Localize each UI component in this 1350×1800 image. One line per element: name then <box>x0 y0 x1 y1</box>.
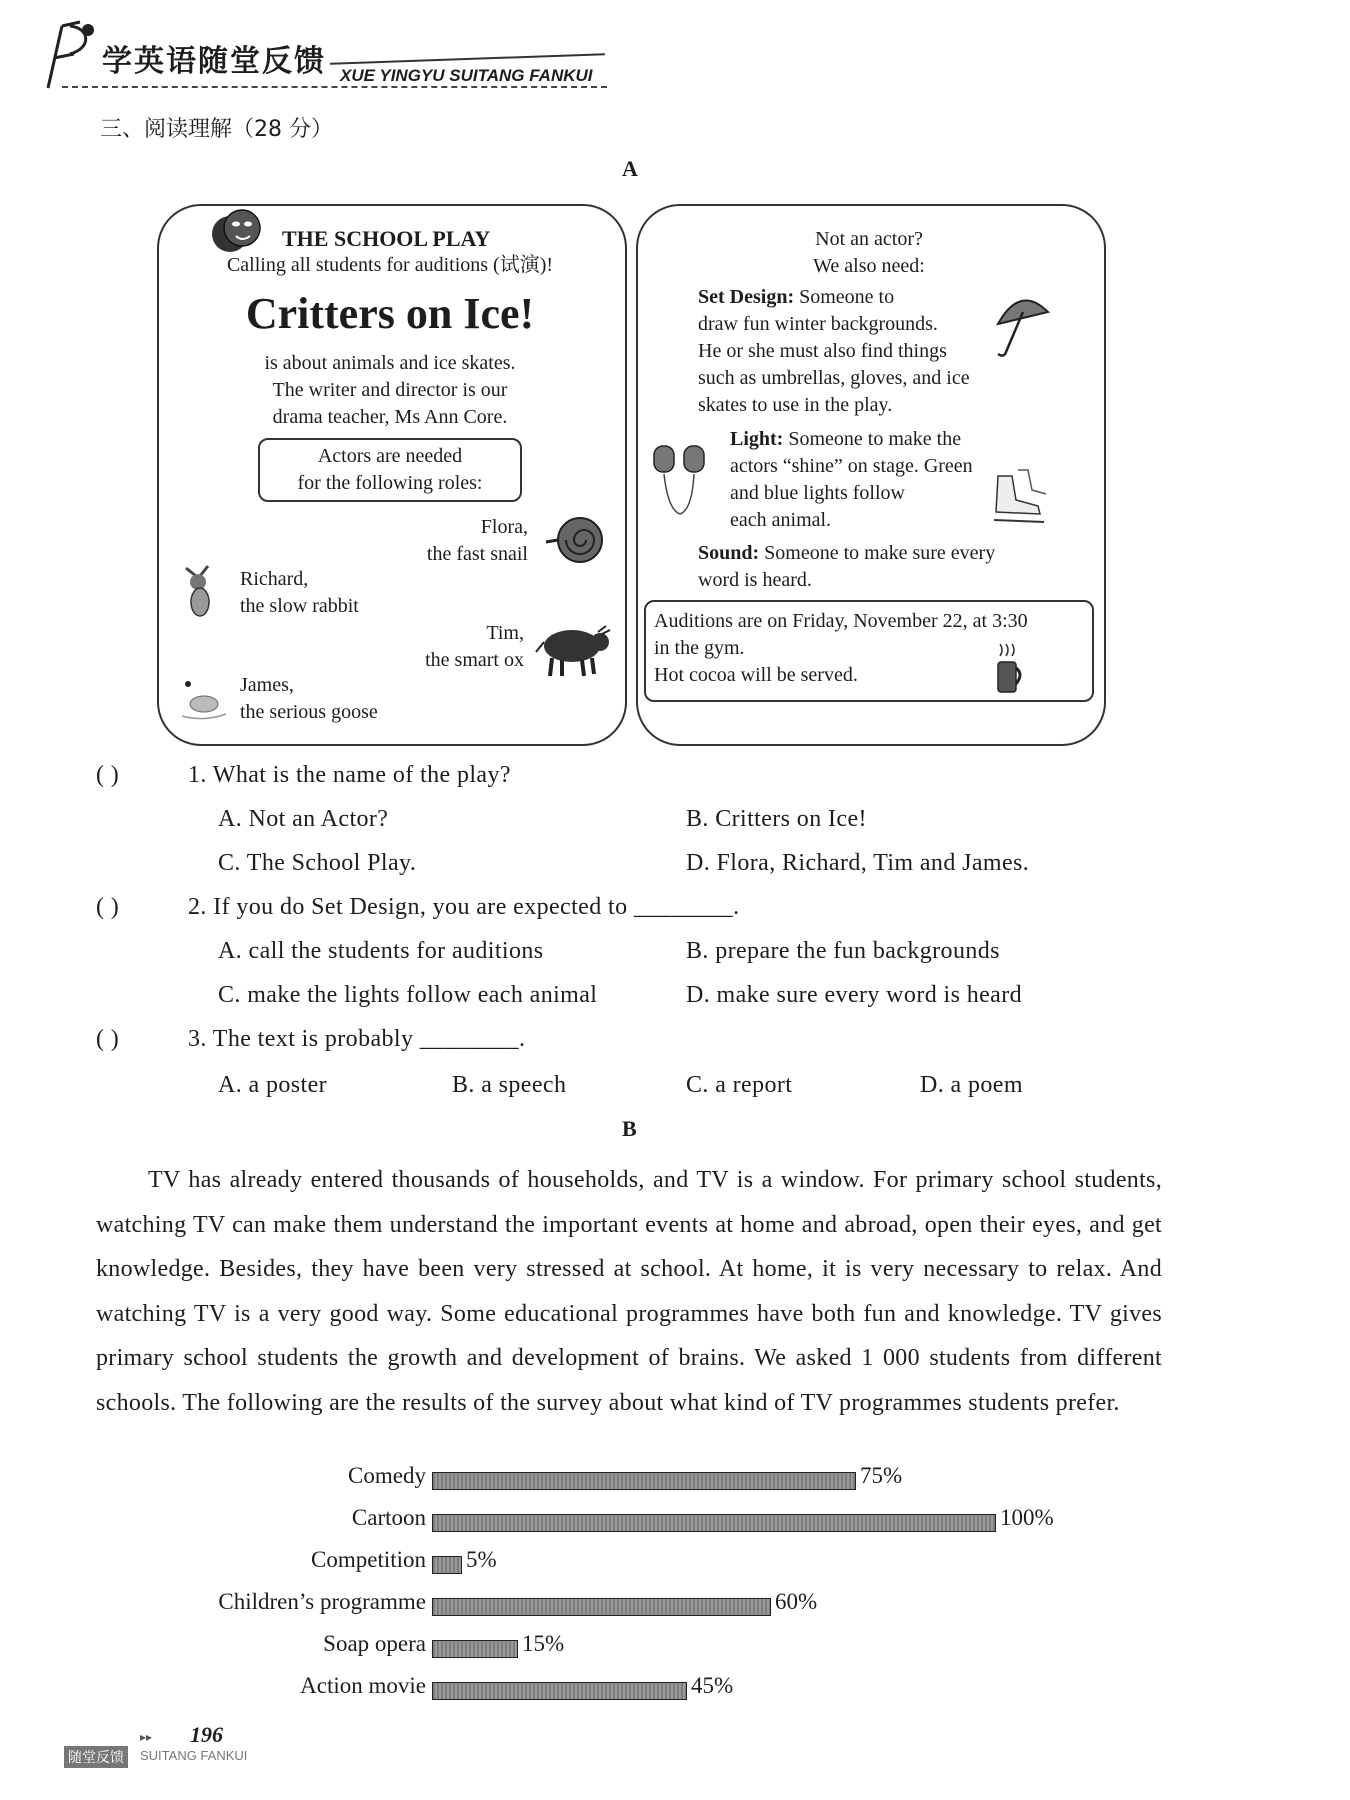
set-design-line: Someone to <box>799 286 895 308</box>
set-design-line: draw fun winter backgrounds. <box>698 313 938 335</box>
drama-mask-icon <box>208 208 264 258</box>
roles-line: for the following roles: <box>297 472 483 494</box>
section-heading: 三、阅读理解（28 分） <box>100 117 333 142</box>
chart-bar <box>432 1472 856 1490</box>
footer-tag: 随堂反馈 <box>64 1746 128 1768</box>
q3-option-c[interactable]: C. a report <box>686 1072 793 1098</box>
role-richard <box>240 566 359 620</box>
part-b-label: B <box>622 1116 637 1141</box>
chart-bar <box>432 1598 771 1616</box>
q3-stem: 3. The text is probably ________. <box>188 1026 526 1052</box>
role-james <box>240 672 378 726</box>
poster-calling: Calling all students for auditions (试演)! <box>226 254 554 276</box>
chart-bar <box>432 1682 687 1700</box>
crew-intro <box>636 226 1102 280</box>
auditions-line: in the gym. <box>654 637 745 659</box>
q1-option-d[interactable]: D. Flora, Richard, Tim and James. <box>686 850 1030 876</box>
set-design-line: He or she must also find things <box>698 340 947 362</box>
q3-option-d[interactable]: D. a poem <box>920 1072 1023 1098</box>
chart-value-label: 45% <box>691 1673 734 1698</box>
auditions-line: Auditions are on Friday, November 22, at 3:30 <box>654 610 1028 632</box>
chart-bar <box>432 1556 462 1574</box>
role-name: Tim, <box>486 622 524 644</box>
chart-bar <box>432 1514 996 1532</box>
light-label: Light: <box>730 428 784 450</box>
set-design-line: skates to use in the play. <box>698 394 893 416</box>
role-desc: the slow rabbit <box>240 595 359 617</box>
chart-category-label: Soap opera <box>323 1631 426 1656</box>
header-title: 学英语随堂反馈 <box>102 44 326 79</box>
light-line: actors “shine” on stage. Green <box>730 455 973 477</box>
chart-category-label: Competition <box>311 1547 426 1572</box>
q2-option-c[interactable]: C. make the lights follow each animal <box>218 982 598 1008</box>
header-swoosh <box>330 53 605 65</box>
light-line: Someone to make the <box>788 428 962 450</box>
part-a-label: A <box>622 156 638 181</box>
set-design-label: Set Design: <box>698 286 795 308</box>
intro-line: Not an actor? <box>815 228 923 250</box>
q3-answer-blank[interactable]: ( ) <box>96 1026 120 1052</box>
q3-option-b[interactable]: B. a speech <box>452 1072 567 1098</box>
chart-category-label: Action movie <box>300 1673 426 1698</box>
intro-line: We also need: <box>813 255 925 277</box>
gloves-icon <box>648 440 712 524</box>
role-flora <box>400 514 528 568</box>
footer-tag-en: SUITANG FANKUI <box>140 1748 248 1763</box>
cocoa-mug-icon <box>992 640 1026 702</box>
auditions-line: Hot cocoa will be served. <box>654 664 858 686</box>
role-desc: the fast snail <box>426 543 528 565</box>
poster-title: THE SCHOOL PLAY <box>282 226 491 251</box>
sound-line: word is heard. <box>698 569 812 591</box>
light-line: each animal. <box>730 509 832 531</box>
set-design-block <box>698 284 1038 419</box>
roles-callout <box>258 438 522 502</box>
q1-answer-blank[interactable]: ( ) <box>96 762 120 788</box>
light-block <box>730 426 1030 534</box>
q2-answer-blank[interactable]: ( ) <box>96 894 120 920</box>
ice-skates-icon <box>988 466 1052 532</box>
chart-value-label: 15% <box>522 1631 565 1656</box>
header-divider <box>62 86 607 88</box>
description-line: drama teacher, Ms Ann Core. <box>272 406 508 428</box>
chart-bar <box>432 1640 518 1658</box>
part-b-passage: TV has already entered thousands of households, and TV is a window. For primary school students, watching TV can make them understand the important events at home and abroad, open their eyes, and get knowledge. Besides, they have been very stressed at school. At home, it is very necessary to relax. And watching TV is a very good way. Some educational programmes have both fun and knowledge. TV gives primary school students the growth and development of brains. We asked 1 000 students from different schools. The following are the results of the survey about what kind of TV programmes students prefer. <box>96 1167 1162 1416</box>
q3-option-a[interactable]: A. a poster <box>218 1072 328 1098</box>
rabbit-icon <box>178 562 220 626</box>
role-desc: the serious goose <box>240 701 378 723</box>
chart-value-label: 5% <box>466 1547 497 1572</box>
q2-option-d[interactable]: D. make sure every word is heard <box>686 982 1023 1008</box>
play-description <box>157 350 623 431</box>
sound-line: Someone to make sure every <box>764 542 996 564</box>
ox-icon <box>532 618 612 684</box>
light-line: and blue lights follow <box>730 482 905 504</box>
chart-category-label: Comedy <box>348 1463 426 1488</box>
chart-value-label: 60% <box>775 1589 818 1614</box>
play-name: Critters on Ice! <box>245 289 535 338</box>
role-name: Richard, <box>240 568 309 590</box>
sound-label: Sound: <box>698 542 760 564</box>
description-line: The writer and director is our <box>272 379 508 401</box>
umbrella-icon <box>990 290 1054 368</box>
header-logo <box>40 18 100 96</box>
q1-option-c[interactable]: C. The School Play. <box>218 850 417 876</box>
header-subtitle: XUE YINGYU SUITANG FANKUI <box>340 66 593 85</box>
chart-value-label: 100% <box>1000 1505 1054 1530</box>
chart-category-label: Children’s programme <box>218 1589 426 1614</box>
set-design-line: such as umbrellas, gloves, and ice <box>698 367 970 389</box>
roles-line: Actors are needed <box>317 445 463 467</box>
q2-option-a[interactable]: A. call the students for auditions <box>218 938 544 964</box>
page-arrow-icon: ▸▸ <box>140 1730 153 1744</box>
description-line: is about animals and ice skates. <box>264 352 516 374</box>
role-name: James, <box>240 674 294 696</box>
chart-category-label: Cartoon <box>351 1505 426 1530</box>
q2-option-b[interactable]: B. prepare the fun backgrounds <box>686 938 1000 964</box>
q1-option-b[interactable]: B. Critters on Ice! <box>686 806 867 832</box>
role-name: Flora, <box>480 516 528 538</box>
role-desc: the smart ox <box>425 649 524 671</box>
q1-option-a[interactable]: A. Not an Actor? <box>218 806 389 832</box>
q1-stem: 1. What is the name of the play? <box>188 762 511 788</box>
page-number: 196 <box>190 1722 223 1747</box>
chart-value-label: 75% <box>860 1463 903 1488</box>
sound-block <box>698 540 1088 594</box>
role-tim <box>400 620 524 674</box>
q2-stem: 2. If you do Set Design, you are expected to ________. <box>188 894 740 920</box>
goose-icon <box>178 678 228 726</box>
snail-icon <box>542 512 612 572</box>
